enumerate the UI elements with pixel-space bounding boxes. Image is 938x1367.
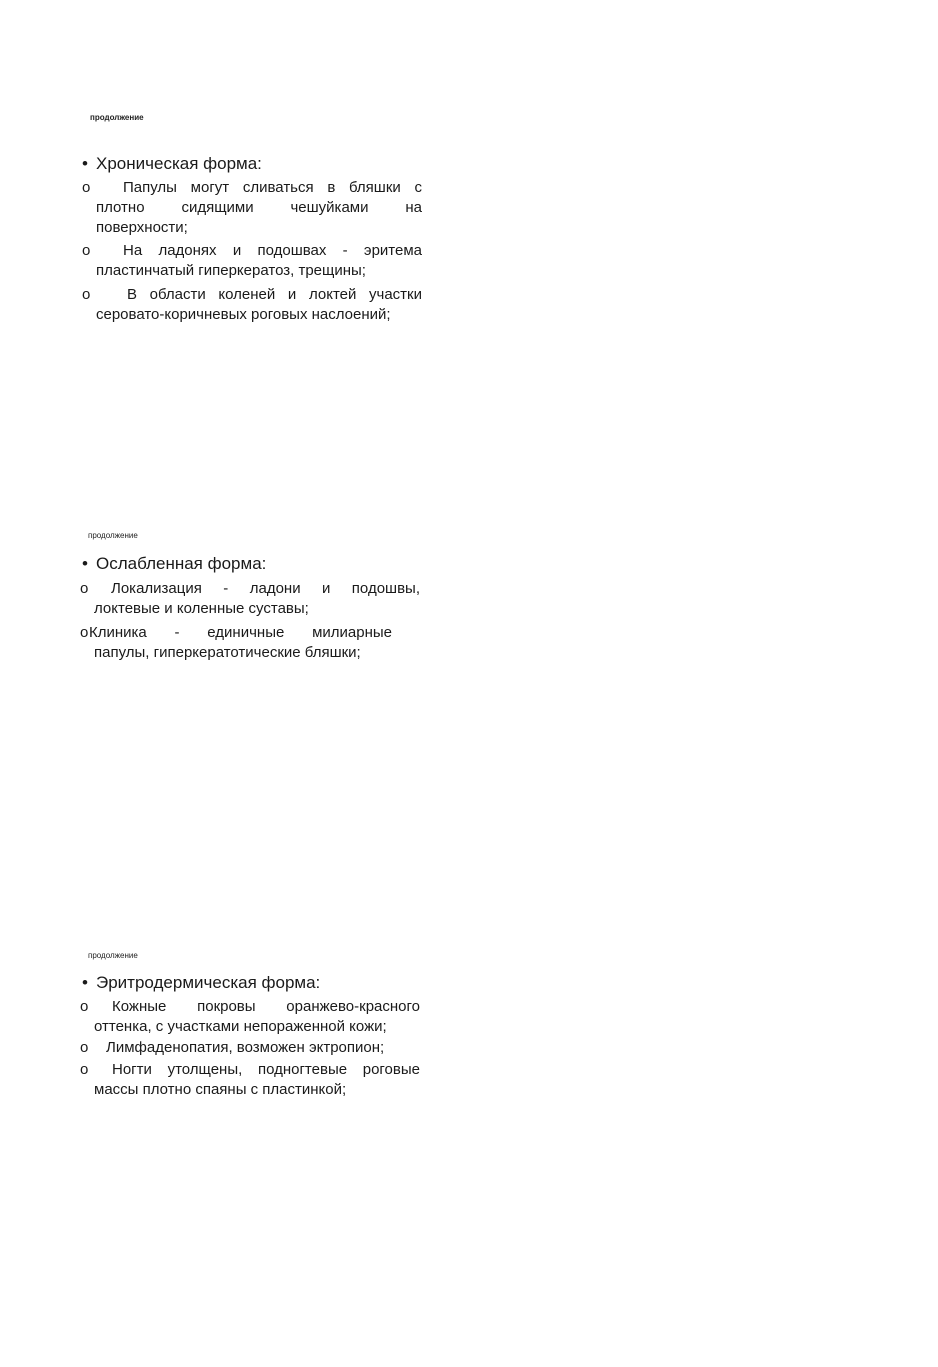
item-line: папулы, гиперкератотические бляшки; bbox=[94, 644, 361, 661]
item-marker: o bbox=[82, 242, 91, 259]
item-marker: o bbox=[80, 1061, 89, 1078]
item-line: Клиника - единичные милиарные bbox=[89, 624, 392, 641]
item-marker: o bbox=[82, 179, 91, 196]
item-line: Локализация - ладони и подошвы, bbox=[111, 580, 420, 597]
continuation-label: продолжение bbox=[90, 113, 144, 122]
bullet-marker: • bbox=[82, 973, 88, 992]
item-line: поверхности; bbox=[96, 219, 188, 236]
item-line: Папулы могут сливаться в бляшки с bbox=[123, 179, 422, 196]
item-marker: o bbox=[80, 580, 89, 597]
continuation-label: продолжение bbox=[88, 531, 138, 540]
list-item bbox=[82, 178, 422, 238]
section-heading bbox=[82, 154, 262, 174]
item-line: пластинчатый гиперкератоз, трещины; bbox=[96, 262, 366, 279]
heading-text: Эритродермическая форма: bbox=[96, 973, 321, 992]
item-line: Кожные покровы оранжево-красного bbox=[112, 998, 420, 1015]
list-item bbox=[80, 1038, 420, 1058]
item-line: В области коленей и локтей участки bbox=[127, 286, 422, 303]
item-marker: o bbox=[80, 624, 89, 641]
heading-text: Хроническая форма: bbox=[96, 154, 262, 173]
item-line: плотно сидящими чешуйками на bbox=[96, 199, 422, 216]
section-heading bbox=[82, 554, 266, 574]
list-item bbox=[80, 1060, 420, 1100]
list-item bbox=[80, 997, 420, 1037]
list-item bbox=[82, 241, 422, 281]
continuation-label: продолжение bbox=[88, 951, 138, 960]
list-item bbox=[80, 623, 392, 663]
item-line: серовато-коричневых роговых наслоений; bbox=[96, 306, 391, 323]
list-item bbox=[82, 285, 422, 325]
list-item bbox=[80, 579, 420, 619]
heading-text: Ослабленная форма: bbox=[96, 554, 267, 573]
item-line: массы плотно спаяны с пластинкой; bbox=[94, 1081, 347, 1098]
item-line: оттенка, с участками непораженной кожи; bbox=[94, 1018, 387, 1035]
item-marker: o bbox=[82, 286, 91, 303]
bullet-marker: • bbox=[82, 154, 88, 173]
item-line: На ладонях и подошвах - эритема bbox=[123, 242, 422, 259]
item-line: Ногти утолщены, подногтевые роговые bbox=[112, 1061, 420, 1078]
section-heading bbox=[82, 973, 320, 993]
bullet-marker: • bbox=[82, 554, 88, 573]
item-marker: o bbox=[80, 998, 89, 1015]
item-line: локтевые и коленные суставы; bbox=[94, 600, 309, 617]
item-marker: o bbox=[80, 1039, 89, 1056]
item-line: Лимфаденопатия, возможен эктропион; bbox=[106, 1039, 385, 1056]
